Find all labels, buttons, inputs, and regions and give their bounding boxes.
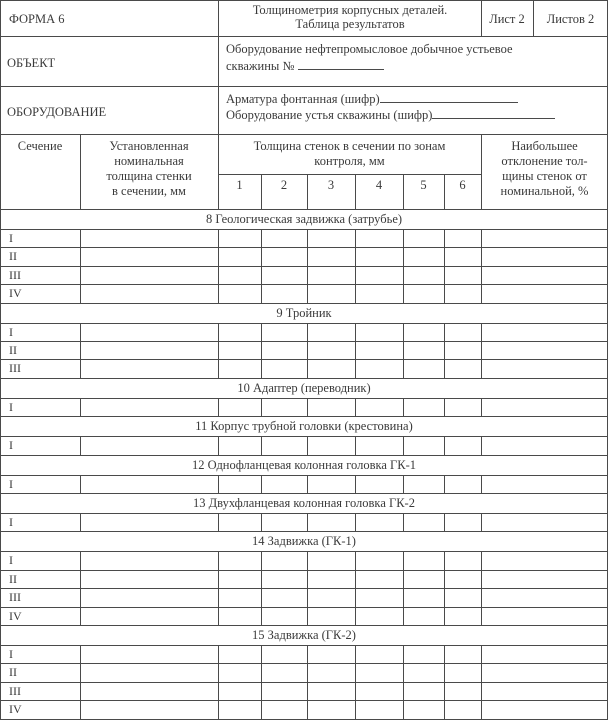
grid-line-h [0,378,608,379]
grid-line-v [261,645,262,719]
grid-line-v [481,134,482,209]
section-row-label: I [9,231,13,245]
grid-line-v [481,229,482,303]
grid-line-h [0,359,608,360]
grid-line-h [0,266,608,267]
sheet-number: Лист 2 [489,12,525,26]
grid-line-v [218,134,219,209]
header-text-line: Установленная [109,139,189,153]
grid-line-v [444,513,445,531]
grid-line-v [218,513,219,531]
grid-line-v [261,174,262,209]
grid-line-h [0,436,608,437]
grid-line-v [355,229,356,303]
grid-line-h [0,247,608,248]
section-row-label: III [9,590,21,604]
grid-line-v [218,398,219,416]
grid-line-h [0,0,608,1]
grid-line-h [0,323,608,324]
grid-line-v [307,475,308,493]
section-row-label: IV [9,702,22,716]
grid-line-v [355,645,356,719]
form-title-line1: Толщинометрия корпусных деталей. [252,3,448,17]
grid-line-v [80,134,81,209]
grid-line-v [261,436,262,455]
grid-line-v [218,229,219,303]
grid-line-v [444,174,445,209]
grid-line-v [261,229,262,303]
grid-line-v [403,229,404,303]
section-row-label: I [9,553,13,567]
col-section-header: Сечение [17,139,63,153]
grid-line-v [481,323,482,378]
grid-line-v [481,513,482,531]
grid-line-v [444,436,445,455]
grid-line-v [355,174,356,209]
grid-line-h [0,341,608,342]
grid-line-h [0,645,608,646]
grid-line-v [481,436,482,455]
zone-number: 6 [459,178,466,192]
section-row-label: I [9,400,13,414]
form-label: ФОРМА 6 [9,12,65,26]
section-row-label: I [9,515,13,529]
section-row-label: I [9,438,13,452]
grid-line-h [0,134,608,135]
grid-line-v [218,436,219,455]
grid-line-h [218,174,481,175]
grid-line-h [0,229,608,230]
grid-line-h [0,36,608,37]
fountain-code-blank [380,91,518,103]
grid-line-v [533,0,534,36]
grid-line-v [403,551,404,625]
grid-line-v [261,551,262,625]
grid-line-h [0,588,608,589]
grid-line-v [403,513,404,531]
grid-line-v [403,475,404,493]
grid-line-v [218,475,219,493]
grid-line-v [444,645,445,719]
grid-line-v [218,551,219,625]
zone-number: 4 [375,178,383,192]
grid-line-v [403,323,404,378]
grid-line-v [355,323,356,378]
grid-line-v [481,475,482,493]
grid-line-v [307,513,308,531]
section-title: 8 Геологическая задвижка (затрубье) [205,212,403,226]
section-row-label: I [9,325,13,339]
grid-line-h [0,570,608,571]
well-number-blank [298,58,384,70]
section-row-label: II [9,665,17,679]
grid-line-h [0,209,608,210]
grid-line-v [261,323,262,378]
grid-line-v [481,0,482,36]
grid-line-h [0,284,608,285]
grid-line-v [261,513,262,531]
grid-line-v [355,436,356,455]
section-title: 11 Корпус трубной головки (крестовина) [195,419,413,434]
section-row-label: IV [9,286,22,300]
section-row-label: III [9,684,21,698]
section-row-label: IV [9,609,22,623]
grid-line-h [0,625,608,626]
grid-line-h [0,551,608,552]
equipment-line1: Арматура фонтанная (шифр) [226,91,518,107]
section-title: 10 Адаптер (переводник) [237,380,371,395]
grid-line-h [0,682,608,683]
equipment-line2: Оборудование устья скважины (шифр) [226,107,555,123]
grid-line-v [355,398,356,416]
grid-line-v [80,229,81,303]
grid-line-v [355,475,356,493]
object-line2: скважины № [226,58,384,74]
grid-line-v [80,475,81,493]
grid-line-v [218,645,219,719]
grid-line-h [0,607,608,608]
section-title: 15 Задвижка (ГК-2) [252,628,356,642]
zone-number: 3 [327,178,335,192]
grid-line-v [403,398,404,416]
grid-line-h [0,86,608,87]
section-row-label: II [9,343,17,357]
section-title: 12 Однофланцевая колонная головка ГК-1 [191,457,417,472]
grid-line-h [0,531,608,532]
section-row-label: I [9,647,13,661]
grid-line-h [0,700,608,701]
grid-line-h [0,513,608,514]
header-text-line: щины стенок от [502,169,587,183]
grid-line-v [80,323,81,378]
grid-line-v [307,398,308,416]
section-row-label: III [9,361,21,375]
wellhead-code-blank [432,107,555,119]
grid-line-v [307,174,308,209]
header-text-line: номинальная [114,154,184,168]
sheet-count: Листов 2 [546,12,595,26]
zone-number: 1 [236,178,243,192]
section-title: 14 Задвижка (ГК-1) [252,534,356,549]
grid-line-v [261,475,262,493]
grid-line-v [403,436,404,455]
grid-line-v [307,323,308,378]
zone-number: 2 [280,178,288,192]
grid-line-h [0,398,608,399]
grid-line-v [218,323,219,378]
header-text-line: отклонение тол- [501,154,588,168]
zone-number: 5 [420,178,427,192]
grid-line-v [481,398,482,416]
section-row-label: II [9,572,17,586]
grid-line-h [0,303,608,304]
grid-line-v [307,436,308,455]
grid-line-v [80,645,81,719]
section-row-label: III [9,268,21,282]
grid-line-h [0,663,608,664]
grid-line-v [307,645,308,719]
grid-line-v [444,229,445,303]
header-text-line: Наибольшее [511,139,578,153]
grid-line-v [444,323,445,378]
form-title-line2: Таблица результатов [295,17,405,31]
section-row-label: I [9,477,13,491]
grid-line-h [0,416,608,417]
grid-line-v [444,475,445,493]
grid-line-v [481,551,482,625]
section-row-label: II [9,249,17,263]
object-label: ОБЪЕКТ [7,56,56,70]
grid-line-v [307,229,308,303]
grid-line-v [80,551,81,625]
section-title: 9 Тройник [276,305,332,320]
object-line1: Оборудование нефтепромысловое добычное устьевое [226,42,513,56]
equipment-label: ОБОРУДОВАНИЕ [7,105,107,119]
grid-line-v [307,551,308,625]
grid-line-v [444,398,445,416]
grid-line-v [80,513,81,531]
grid-line-v [403,645,404,719]
header-text-line: номинальной, % [500,184,589,198]
grid-line-v [444,551,445,625]
section-title: 13 Двухфланцевая колонная головка ГК-2 [193,496,415,510]
header-text-line: Толщина стенок в сечении по зонам [253,139,446,153]
header-text-line: в сечении, мм [112,184,186,198]
grid-line-h [0,493,608,494]
header-text-line: контроля, мм [314,154,385,168]
grid-line-v [261,398,262,416]
grid-line-v [355,513,356,531]
grid-line-v [355,551,356,625]
grid-line-h [0,475,608,476]
grid-line-v [80,398,81,416]
grid-line-v [218,0,219,134]
grid-line-v [481,645,482,719]
header-text-line: толщина стенки [106,169,192,183]
grid-line-v [80,436,81,455]
grid-line-v [403,174,404,209]
grid-line-h [0,455,608,456]
